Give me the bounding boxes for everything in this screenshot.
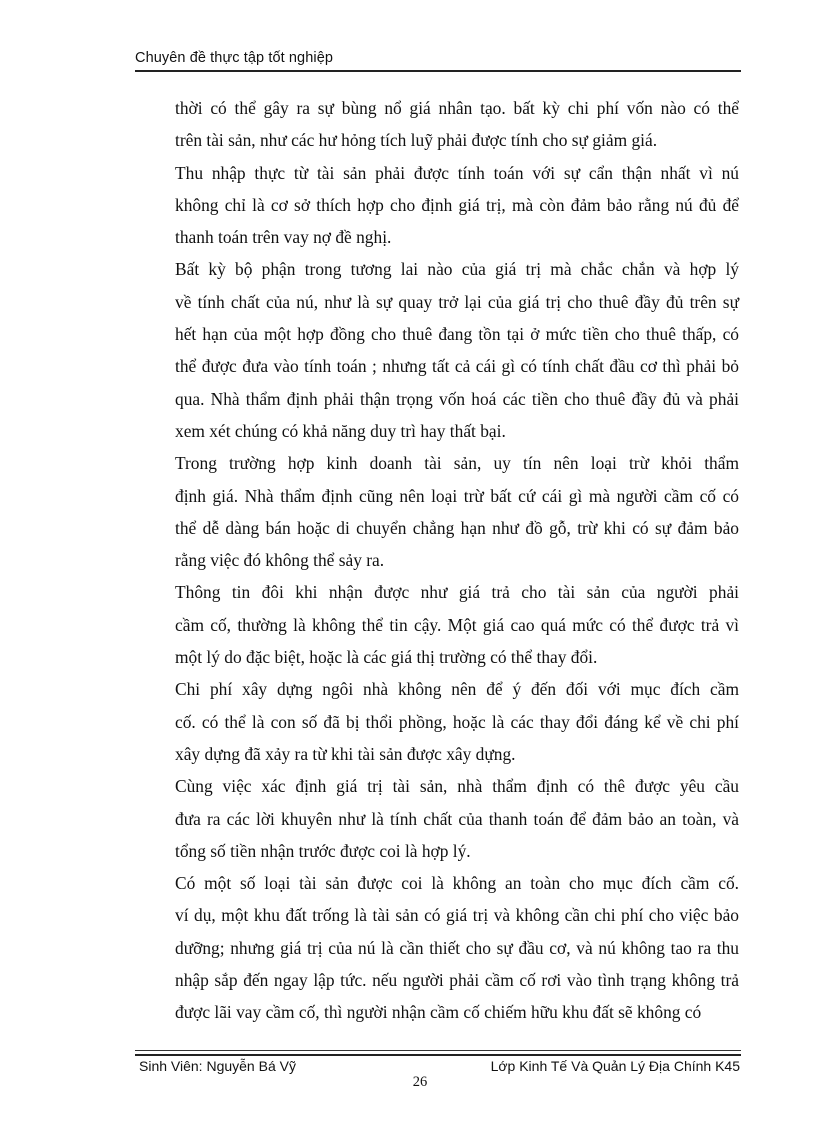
paragraph-line: trên tài sản, như các hư hỏng tích luỹ phải được tính cho sự giảm giá. bbox=[175, 130, 658, 151]
paragraph-line: ví dụ, một khu đất trống là tài sản có giá trị và không cần chi phí cho việc bảo bbox=[175, 905, 739, 926]
paragraph-line: xây dựng đã xảy ra từ khi tài sản được xây dựng. bbox=[175, 743, 516, 764]
footer-divider-thick bbox=[135, 1054, 741, 1056]
paragraph-line: Cùng việc xác định giá trị tài sản, nhà thẩm định có thê được yêu cầu bbox=[175, 776, 739, 797]
paragraph bbox=[136, 867, 739, 1028]
paragraph-line: Trong trường hợp kinh doanh tài sản, uy tín nên loại trừ khỏi thẩm bbox=[175, 453, 739, 474]
paragraph bbox=[136, 92, 739, 157]
page-number: 26 bbox=[412, 1074, 428, 1090]
paragraph-line: thể dễ dàng bán hoặc di chuyển chẳng hạn như đồ gỗ, trừ khi có sự đảm bảo bbox=[175, 517, 739, 538]
document-body bbox=[136, 92, 739, 1029]
paragraph-line: xem xét chúng có khả năng duy trì hay thất bại. bbox=[175, 420, 506, 441]
paragraph-line: một lý do đặc biệt, hoặc là các giá thị trường có thể thay đổi. bbox=[175, 647, 598, 668]
footer-class-name: Lớp Kinh Tế Và Quản Lý Địa Chính K45 bbox=[490, 1058, 740, 1074]
paragraph-line: không chỉ là cơ sở thích hợp cho định giá trị, mà còn đảm bảo rằng nú đủ để bbox=[175, 194, 739, 215]
paragraph-line: nhập sắp đến ngay lập tức. nếu người phải cầm cố rơi vào tình trạng không trả bbox=[175, 970, 739, 991]
paragraph-line: Bất kỳ bộ phận trong tương lai nào của giá trị mà chắc chắn và hợp lý bbox=[175, 259, 739, 280]
paragraph-line: Có một số loại tài sản được coi là không an toàn cho mục đích cầm cố. bbox=[175, 873, 739, 894]
paragraph bbox=[136, 576, 739, 673]
paragraph-line: cầm cố, thường là không thể tin cậy. Một giá cao quá mức có thể được trả vì bbox=[175, 614, 739, 635]
paragraph bbox=[136, 253, 739, 447]
paragraph bbox=[136, 673, 739, 770]
paragraph-line: tổng số tiền nhận trước được coi là hợp lý. bbox=[175, 840, 471, 861]
paragraph-line: hết hạn của một hợp đồng cho thuê đang tồn tại ở mức tiền cho thuê thấp, có bbox=[175, 324, 739, 345]
header-divider bbox=[135, 70, 741, 72]
paragraph bbox=[136, 157, 739, 254]
paragraph-line: thanh toán trên vay nợ đề nghị. bbox=[175, 227, 392, 248]
paragraph-line: cố. có thể là con số đã bị thổi phồng, hoặc là các thay đổi đáng kể về chi phí bbox=[175, 711, 739, 732]
paragraph-line: đưa ra các lời khuyên như là tính chất của thanh toán để đảm bảo an toàn, và bbox=[175, 808, 739, 829]
paragraph bbox=[136, 447, 739, 576]
paragraph-line: được lãi vay cầm cố, thì người nhận cầm cố chiếm hữu khu đất sẽ không có bbox=[175, 1002, 702, 1023]
paragraph-line: về tính chất của nú, như là sự quay trở lại của giá trị cho thuê đầy đủ trên sự bbox=[175, 291, 739, 312]
paragraph-line: qua. Nhà thẩm định phải thận trọng vốn hoá các tiền cho thuê đầy đủ và phải bbox=[175, 388, 739, 409]
paragraph-line: thể được đưa vào tính toán ; nhưng tất cả cái gì có tính chất đầu cơ thì phải bỏ bbox=[175, 356, 739, 377]
paragraph-line: Thu nhập thực từ tài sản phải được tính toán với sự cẩn thận nhất vì nú bbox=[175, 162, 739, 183]
paragraph-line: thời có thể gây ra sự bùng nổ giá nhân tạo. bất kỳ chi phí vốn nào có thể bbox=[175, 98, 739, 118]
running-header: Chuyên đề thực tập tốt nghiệp bbox=[135, 50, 334, 66]
paragraph-line: rằng việc đó không thể sảy ra. bbox=[175, 550, 385, 571]
paragraph-line: Chi phí xây dựng ngôi nhà không nên để ý đến đối với mục đích cầm bbox=[175, 679, 739, 700]
paragraph bbox=[136, 770, 739, 867]
footer-student-name: Sinh Viên: Nguyễn Bá Vỹ bbox=[139, 1058, 296, 1074]
paragraph-line: Thông tin đôi khi nhận được như giá trả cho tài sản của người phải bbox=[175, 582, 739, 603]
footer-divider-thin bbox=[135, 1050, 741, 1051]
paragraph-line: dưỡng; nhưng giá trị của nú là cần thiết cho sự đầu cơ, và nú không tao ra thu bbox=[175, 937, 739, 958]
paragraph-line: định giá. Nhà thẩm định cũng nên loại trừ bất cứ cái gì mà người cầm cố có bbox=[175, 485, 739, 506]
